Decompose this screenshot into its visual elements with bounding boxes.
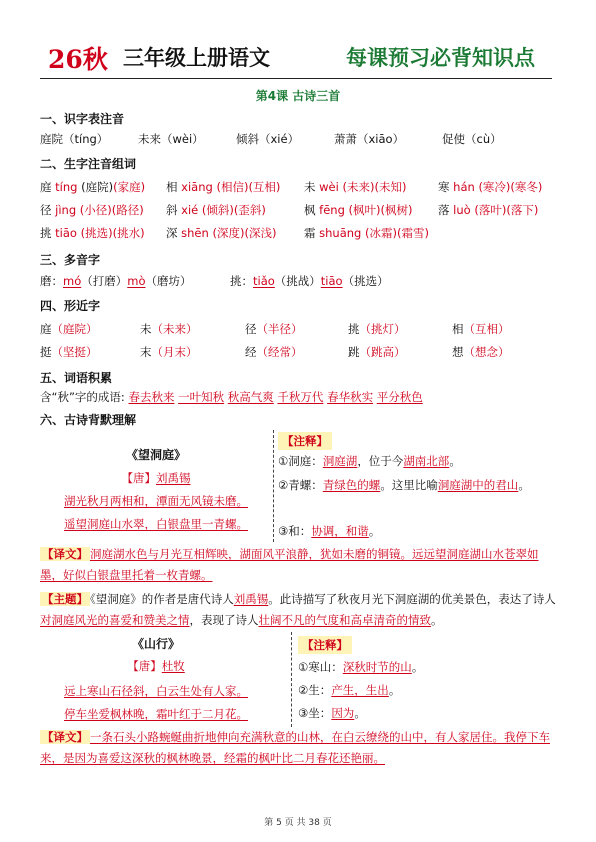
similar-char: 相（互相）	[452, 322, 510, 336]
idiom-prefix: 含“秋”字的成语:	[40, 390, 125, 404]
idiom: 千秋万代	[277, 390, 324, 404]
similar-char: 跳（跳高）	[348, 345, 406, 359]
translation-tag: 【译文】	[42, 730, 88, 744]
poem-author: 【唐】杜牧	[127, 659, 185, 673]
idiom-row	[40, 389, 423, 407]
idiom: 平分秋色	[376, 390, 423, 404]
pinyin-item: 萧萧（xiāo）	[334, 132, 405, 146]
idiom: 一叶知秋	[178, 390, 225, 404]
char-group: 寒 hán (寒冷)(寒冬)	[438, 180, 543, 194]
poem-title: 《山行》	[131, 637, 180, 651]
poem-block-1	[40, 430, 556, 542]
theme-tag: 【主题】	[42, 592, 88, 606]
char-group: 径 jìng (小径)(路径)	[40, 203, 144, 217]
char-group: 落 luò (落叶)(落下)	[438, 203, 539, 217]
translation-2	[40, 727, 558, 769]
divider	[273, 430, 274, 542]
pinyin-item: 庭院（tíng）	[40, 132, 109, 146]
poem-line: 湖光秋月两相和，潭面无风镜未磨。	[64, 494, 248, 508]
title-main: 三年级上册语文	[123, 46, 270, 70]
poem-line: 遥望洞庭山水翠，白银盘里一青螺。	[64, 517, 248, 531]
section-title-1: 一、识字表注音	[40, 112, 125, 126]
annotation-header: 【注释】	[278, 432, 332, 450]
pinyin-item: 倾斜（xié）	[236, 132, 300, 146]
polyphone-mo: 磨：mó（打磨）mò（磨坊）	[40, 274, 192, 288]
char-group: 相 xiāng (相信)(互相)	[166, 180, 281, 194]
char-group: 庭 tíng (庭院)(家庭)	[40, 180, 146, 194]
polyphone-tiao: 挑：tiǎo（挑战）tiāo（挑选）	[230, 274, 389, 288]
section-title-2: 二、生字注音组词	[40, 157, 137, 171]
section-title-4: 四、形近字	[40, 299, 101, 313]
section-title-3: 三、多音字	[40, 253, 101, 267]
char-group: 霜 shuāng (冰霜)(霜雪)	[304, 226, 429, 240]
char-group: 未 wèi (未来)(未知)	[304, 180, 407, 194]
char-group: 枫 fēng (枫叶)(枫树)	[304, 203, 413, 217]
idiom: 秋高气爽	[227, 390, 274, 404]
theme-paragraph: 【主题】 《望洞庭》的作者是唐代诗人刘禹锡。此诗描写了秋夜月光下洞庭湖的优美景色，表达了诗人对洞庭风光的喜爱和赞美之情，表现了诗人壮阔不凡的气度和高卓清奇的情致。	[40, 592, 556, 627]
char-group: 深 shēn (深度)(深浅)	[166, 226, 277, 240]
annotation-item: ②生：产生，生出。	[298, 683, 401, 697]
translation-text: 洞庭湖水色与月光互相辉映，湖面风平浪静，犹如未磨的铜镜。远远望洞庭湖山水苍翠如墨，好似白银盘里托着一枚青螺。	[40, 547, 539, 582]
annotation-item: ③和：协调，和谐。	[278, 524, 381, 538]
page-header	[40, 38, 552, 79]
similar-char: 末（月末）	[140, 345, 198, 359]
pinyin-item: 促使（cù）	[442, 132, 502, 146]
title-number: 26秋	[48, 45, 108, 74]
section-title-5: 五、词语积累	[40, 371, 113, 385]
similar-char: 经（经常）	[245, 345, 303, 359]
translation-text: 一条石头小路蜿蜒曲折地伸向充满秋意的山林，在白云缭绕的山中，有人家居住。我停下车来，是因为喜爱这深秋的枫林晚景，经霜的枫叶比二月春花还艳丽。	[40, 730, 550, 765]
lesson-title: 第4课 古诗三首	[255, 89, 341, 103]
annotation-item: ①寒山：深秋时节的山。	[298, 660, 424, 674]
similar-char: 想（想念）	[452, 345, 510, 359]
similar-char: 未（未来）	[140, 322, 198, 336]
idiom: 春去秋来	[128, 390, 175, 404]
divider	[291, 632, 292, 727]
page-footer: 第 5 页 共 38 页	[264, 818, 332, 828]
poem-line: 停车坐爱枫林晚，霜叶红于二月花。	[64, 707, 248, 721]
annotation-item: ①洞庭：洞庭湖，位于今湖南北部。	[278, 454, 461, 468]
poem-title: 《望洞庭》	[125, 448, 186, 462]
char-group: 挑 tiāo (挑选)(挑水)	[40, 226, 145, 240]
poem-block-2	[40, 632, 556, 727]
translation-tag: 【译文】	[42, 547, 88, 561]
similar-char: 径（半径）	[245, 322, 303, 336]
similar-char: 挑（挑灯）	[348, 322, 406, 336]
pinyin-item: 未来（wèi）	[138, 132, 204, 146]
section-title-6: 六、古诗背默理解	[40, 413, 137, 427]
idiom: 春华秋实	[327, 390, 374, 404]
poem-line: 远上寒山石径斜，白云生处有人家。	[64, 684, 248, 698]
title-accent: 每课预习必背知识点	[346, 46, 535, 70]
annotation-item: ③坐：因为。	[298, 706, 366, 720]
similar-char: 庭（庭院）	[40, 322, 98, 336]
annotation-header: 【注释】	[298, 636, 352, 654]
translation-1	[40, 544, 558, 586]
poem-author: 【唐】刘禹锡	[121, 471, 191, 485]
annotation-item: ②青螺：青绿色的螺。这里比喻洞庭湖中的君山。	[278, 478, 530, 492]
similar-char: 挺（坚挺）	[40, 345, 98, 359]
char-group: 斜 xié (倾斜)(歪斜)	[166, 203, 266, 217]
